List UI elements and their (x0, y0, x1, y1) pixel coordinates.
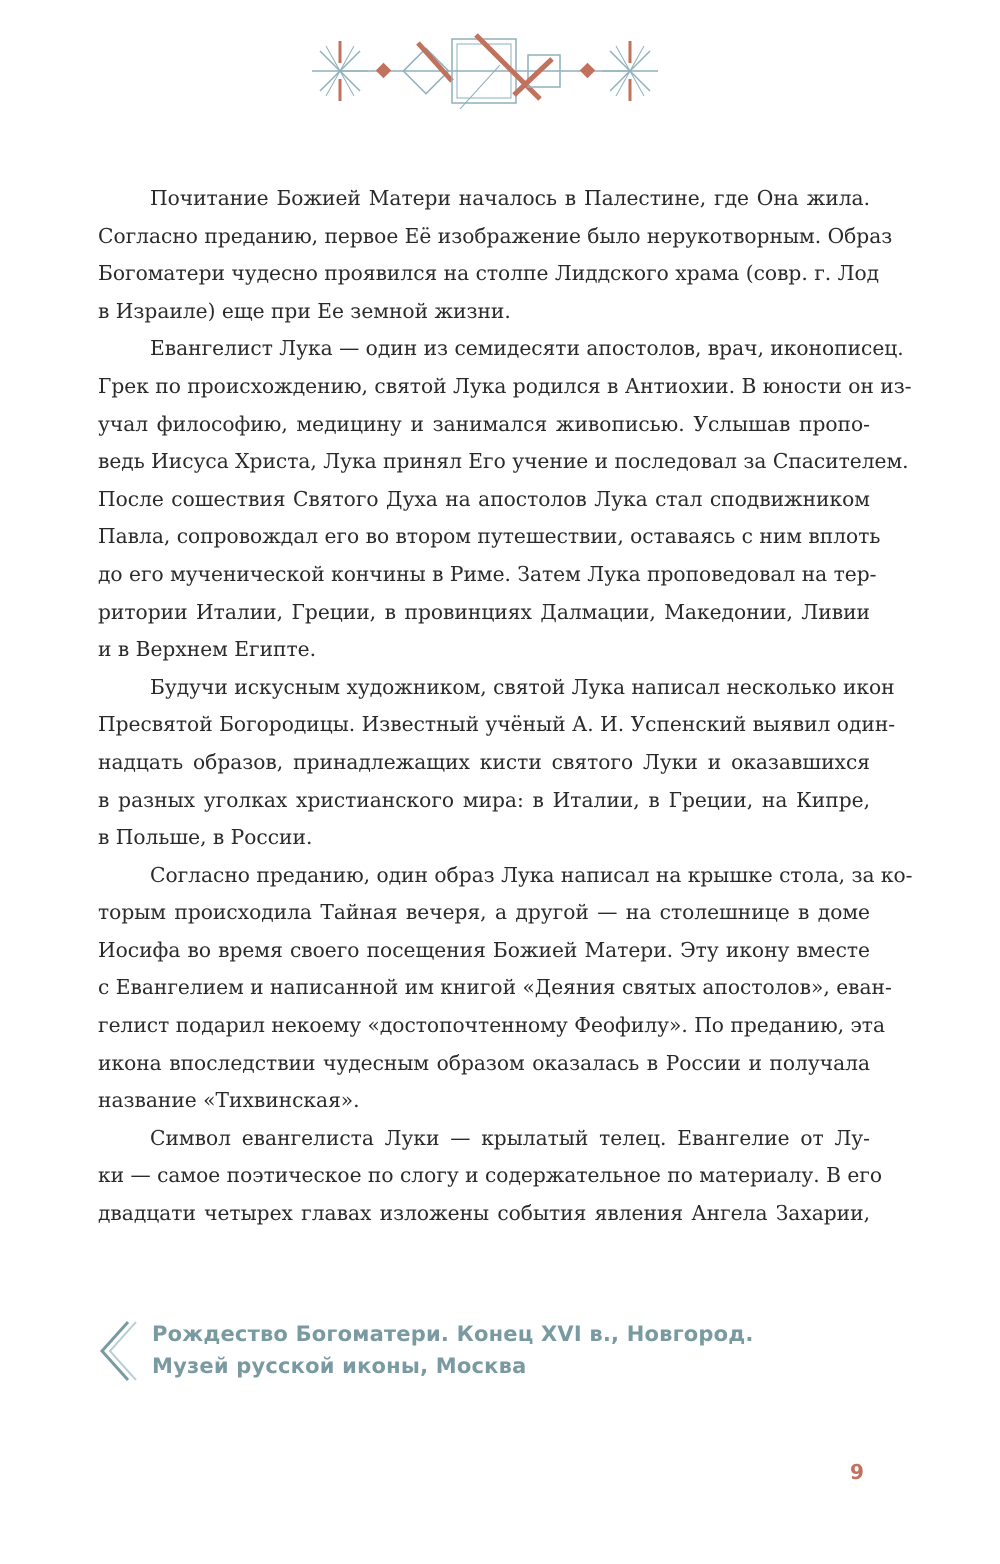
text-line: ритории Италии, Греции, в провинциях Далмации, Македонии, Ливии (98, 599, 870, 624)
text-line: Иосифа во время своего посещения Божией Матери. Эту икону вместе (98, 937, 870, 962)
text-line: двадцати четырех главах изложены события явления Ангела Захарии, (98, 1201, 870, 1226)
right-star-icon (602, 41, 658, 101)
text-line: учал философию, медицину и занимался живописью. Услышав пропо- (98, 411, 870, 436)
text-line: в Польше, в России. (98, 825, 313, 850)
left-diamond-icon (376, 63, 392, 79)
caption-text (152, 1318, 754, 1382)
text-line: в разных уголках христианского мира: в Италии, в Греции, на Кипре, (98, 787, 870, 812)
caption-line-2: Музей русской иконы, Москва (152, 1354, 527, 1378)
text-line: до его мученической кончины в Риме. Затем Лука проповедовал на тер- (98, 561, 877, 586)
paragraph-2 (98, 330, 912, 668)
text-line: икона впоследствии чудесным образом оказалась в России и получала (98, 1050, 870, 1075)
text-line: Символ евангелиста Луки — крылатый телец. Евангелие от Лу- (150, 1125, 870, 1150)
text-line: название «Тихвинская». (98, 1088, 360, 1113)
page-number: 9 (850, 1460, 864, 1484)
text-line: с Евангелием и написанной им книгой «Деяния святых апостолов», еван- (98, 975, 892, 1000)
text-line: ведь Иисуса Христа, Лука принял Его учение и последовал за Спасителем. (98, 449, 909, 474)
body-text (98, 180, 913, 1233)
paragraph-3 (98, 669, 896, 857)
text-line: Согласно преданию, первое Её изображение было нерукотворным. Образ (98, 223, 893, 248)
text-line: Евангелист Лука — один из семидесяти апостолов, врач, иконописец. (150, 336, 904, 361)
text-line: в Израиле) еще при Ее земной жизни. (98, 298, 511, 323)
right-diamond-icon (580, 63, 596, 79)
text-line: надцать образов, принадлежащих кисти святого Луки и оказавшихся (98, 749, 870, 774)
text-line: гелист подарил некоему «достопочтенному Феофилу». По преданию, эта (98, 1013, 885, 1038)
text-line: торым происходила Тайная вечеря, а другой — на столешнице в доме (98, 900, 870, 925)
text-line: Грек по происхождению, святой Лука родился в Антиохии. В юности он из- (98, 373, 912, 398)
header-ornament-icon (300, 25, 670, 117)
text-line: и в Верхнем Египте. (98, 637, 317, 662)
paragraph-4 (98, 857, 913, 1120)
paragraph-5 (98, 1120, 883, 1233)
text-line: Согласно преданию, один образ Лука написал на крышке стола, за ко- (150, 862, 913, 887)
image-caption (98, 1318, 754, 1384)
chevron-left-icon (98, 1320, 138, 1382)
text-line: Почитание Божией Матери началось в Палестине, где Она жила. (150, 186, 870, 210)
text-line: ки — самое поэтическое по слогу и содержательное по материалу. В его (98, 1163, 883, 1188)
paragraph-1 (98, 180, 893, 330)
text-line: Богоматери чудесно проявился на столпе Лиддского храма (совр. г. Лод (98, 261, 880, 286)
caption-line-1: Рождество Богоматери. Конец XVI в., Новгород. (152, 1322, 754, 1346)
text-line: Павла, сопровождал его во втором путешествии, оставаясь с ним вплоть (98, 524, 881, 549)
text-line: После сошествия Святого Духа на апостолов Лука стал сподвижником (98, 486, 870, 511)
text-line: Будучи искусным художником, святой Лука написал несколько икон (150, 674, 895, 699)
left-star-icon (312, 41, 368, 101)
text-line: Пресвятой Богородицы. Известный учёный А. И. Успенский выявил один- (98, 712, 896, 737)
